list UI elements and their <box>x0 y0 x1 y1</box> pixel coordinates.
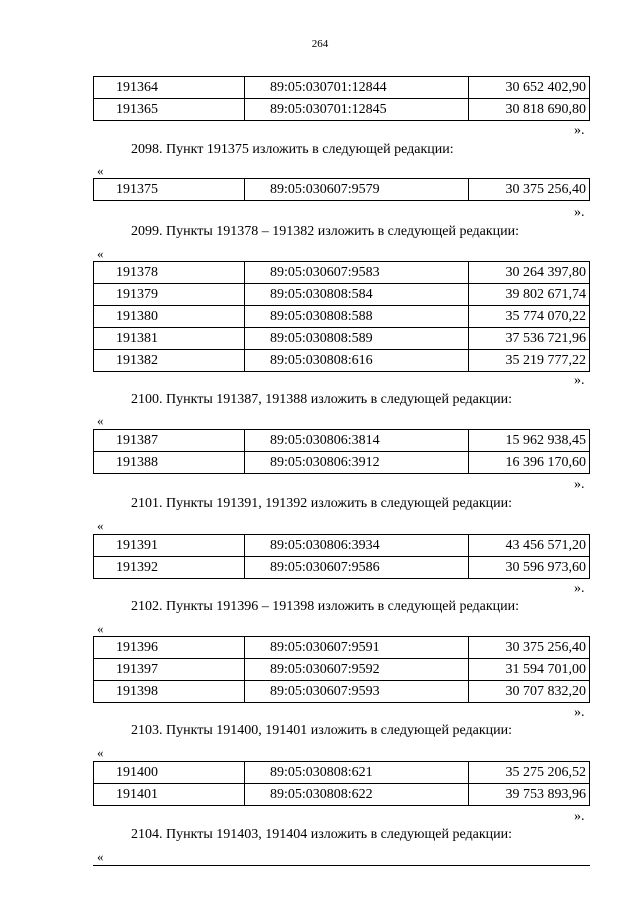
cadastral-number: 89:05:030808:616 <box>245 350 469 372</box>
section-heading: 2101. Пункты 191391, 191392 изложить в следующей редакции: <box>131 496 513 511</box>
table-row <box>94 77 590 99</box>
row-number: 191398 <box>94 681 245 703</box>
cadastral-value: 30 375 256,40 <box>469 179 590 201</box>
table-row <box>94 328 590 350</box>
opening-quote: « <box>97 413 104 428</box>
cadastral-number: 89:05:030607:9583 <box>245 262 469 284</box>
section-heading: 2100. Пункты 191387, 191388 изложить в следующей редакции: <box>131 392 513 407</box>
cadastral-number: 89:05:030607:9592 <box>245 659 469 681</box>
row-number: 191388 <box>94 452 245 474</box>
row-number: 191378 <box>94 262 245 284</box>
cadastral-value: 30 652 402,90 <box>469 77 590 99</box>
cadastral-value: 35 275 206,52 <box>469 762 590 784</box>
row-number: 191387 <box>94 430 245 452</box>
cadastral-number: 89:05:030808:622 <box>245 784 469 806</box>
cadastral-number: 89:05:030607:9586 <box>245 557 469 579</box>
cadastral-value: 30 375 256,40 <box>469 637 590 659</box>
closing-quote: ». <box>574 581 585 596</box>
table-row <box>94 99 590 121</box>
cadastral-number: 89:05:030701:12844 <box>245 77 469 99</box>
table-section-2099 <box>93 261 590 372</box>
closing-quote: ». <box>574 205 585 220</box>
cadastral-value: 15 962 938,45 <box>469 430 590 452</box>
opening-quote: « <box>97 518 104 533</box>
table-top-border <box>93 865 590 866</box>
cadastral-value: 16 396 170,60 <box>469 452 590 474</box>
row-number: 191391 <box>94 535 245 557</box>
cadastral-number: 89:05:030607:9579 <box>245 179 469 201</box>
table-section-2102 <box>93 636 590 703</box>
row-number: 191364 <box>94 77 245 99</box>
cadastral-number: 89:05:030808:588 <box>245 306 469 328</box>
cadastral-number: 89:05:030808:584 <box>245 284 469 306</box>
cadastral-number: 89:05:030808:621 <box>245 762 469 784</box>
cadastral-value: 30 264 397,80 <box>469 262 590 284</box>
cadastral-value: 39 802 671,74 <box>469 284 590 306</box>
table-section-2100 <box>93 429 590 474</box>
table-section-2098 <box>93 178 590 201</box>
opening-quote: « <box>97 621 104 636</box>
closing-quote: ». <box>574 705 585 720</box>
opening-quote: « <box>97 163 104 178</box>
table-row <box>94 681 590 703</box>
table-row <box>94 430 590 452</box>
table-row <box>94 535 590 557</box>
row-number: 191397 <box>94 659 245 681</box>
closing-quote: ». <box>574 373 585 388</box>
table-row <box>94 350 590 372</box>
opening-quote: « <box>97 849 104 864</box>
section-heading: 2102. Пункты 191396 – 191398 изложить в следующей редакции: <box>131 599 520 614</box>
table-row <box>94 306 590 328</box>
cadastral-number: 89:05:030806:3934 <box>245 535 469 557</box>
closing-quote: ». <box>574 809 585 824</box>
page-number: 264 <box>311 38 329 50</box>
row-number: 191381 <box>94 328 245 350</box>
cadastral-value: 43 456 571,20 <box>469 535 590 557</box>
row-number: 191396 <box>94 637 245 659</box>
cadastral-value: 35 219 777,22 <box>469 350 590 372</box>
table-section-2101 <box>93 534 590 579</box>
closing-quote: ». <box>574 123 585 138</box>
opening-quote: « <box>97 246 104 261</box>
table-row <box>94 262 590 284</box>
cadastral-number: 89:05:030607:9593 <box>245 681 469 703</box>
table-row <box>94 557 590 579</box>
section-heading: 2099. Пункты 191378 – 191382 изложить в следующей редакции: <box>131 224 520 239</box>
cadastral-number: 89:05:030806:3912 <box>245 452 469 474</box>
table-top-continuation <box>93 76 590 121</box>
cadastral-value: 30 818 690,80 <box>469 99 590 121</box>
row-number: 191401 <box>94 784 245 806</box>
table-row <box>94 762 590 784</box>
row-number: 191400 <box>94 762 245 784</box>
section-heading: 2103. Пункты 191400, 191401 изложить в следующей редакции: <box>131 723 513 738</box>
table-row <box>94 637 590 659</box>
row-number: 191392 <box>94 557 245 579</box>
cadastral-value: 30 707 832,20 <box>469 681 590 703</box>
table-row <box>94 284 590 306</box>
cadastral-value: 37 536 721,96 <box>469 328 590 350</box>
row-number: 191380 <box>94 306 245 328</box>
table-section-2103 <box>93 761 590 806</box>
cadastral-value: 39 753 893,96 <box>469 784 590 806</box>
table-row <box>94 452 590 474</box>
cadastral-number: 89:05:030607:9591 <box>245 637 469 659</box>
table-row <box>94 179 590 201</box>
cadastral-number: 89:05:030701:12845 <box>245 99 469 121</box>
table-row <box>94 784 590 806</box>
cadastral-number: 89:05:030806:3814 <box>245 430 469 452</box>
row-number: 191382 <box>94 350 245 372</box>
table-row <box>94 659 590 681</box>
cadastral-value: 30 596 973,60 <box>469 557 590 579</box>
cadastral-number: 89:05:030808:589 <box>245 328 469 350</box>
closing-quote: ». <box>574 477 585 492</box>
row-number: 191375 <box>94 179 245 201</box>
section-heading: 2098. Пункт 191375 изложить в следующей редакции: <box>131 142 454 157</box>
row-number: 191379 <box>94 284 245 306</box>
section-heading: 2104. Пункты 191403, 191404 изложить в следующей редакции: <box>131 827 513 842</box>
opening-quote: « <box>97 745 104 760</box>
row-number: 191365 <box>94 99 245 121</box>
cadastral-value: 31 594 701,00 <box>469 659 590 681</box>
cadastral-value: 35 774 070,22 <box>469 306 590 328</box>
